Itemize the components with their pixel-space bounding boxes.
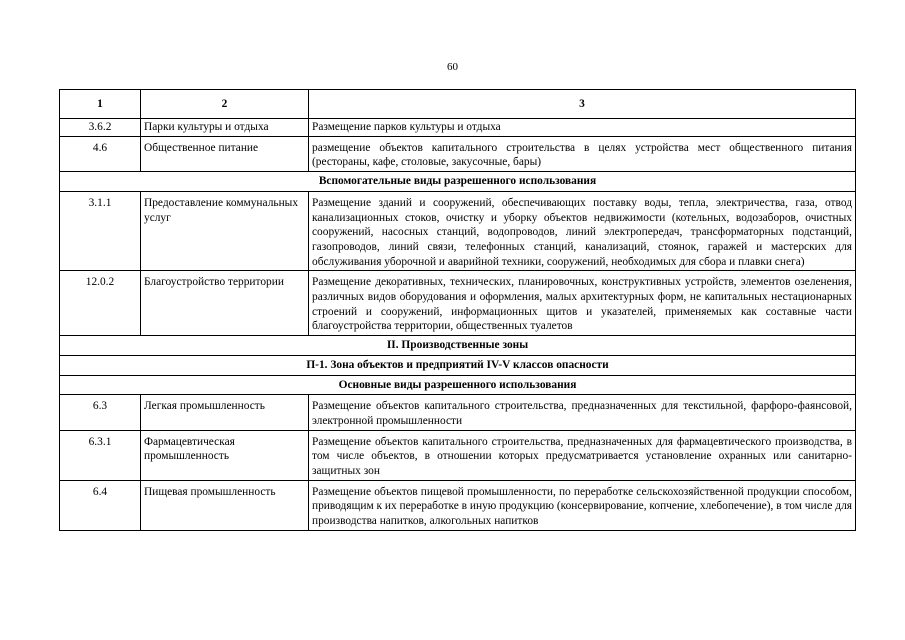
row-description: Размещение объектов пищевой промышленности, по переработке сельскохозяйственной продукции способом, приводящим к их переработке в иную продукцию (консервирование, копчение, хлебопечение), в том числе для производства напитков, алкогольных напитков — [309, 480, 856, 530]
row-code: 3.6.2 — [60, 119, 141, 137]
row-name: Фармацевтическая промышленность — [141, 430, 309, 480]
row-name: Общественное питание — [141, 136, 309, 171]
section-heading-row — [60, 172, 856, 192]
row-name: Предоставление коммунальных услуг — [141, 191, 309, 271]
section-heading: II. Производственные зоны — [60, 336, 856, 356]
section-heading: Основные виды разрешенного использования — [60, 375, 856, 395]
row-description: Размещение объектов капитального строительства, предназначенных для текстильной, фарфоро-фаянсовой, электронной промышленности — [309, 395, 856, 430]
table-row — [60, 119, 856, 137]
row-code: 4.6 — [60, 136, 141, 171]
table-header-row — [60, 90, 856, 119]
header-col-1: 1 — [60, 90, 141, 119]
table-row — [60, 136, 856, 171]
table-row — [60, 430, 856, 480]
section-heading-row — [60, 336, 856, 356]
land-use-table — [59, 89, 856, 531]
row-code: 6.3 — [60, 395, 141, 430]
row-description: Размещение объектов капитального строительства, предназначенных для фармацевтического производства, в том числе объектов, в отношении которых предусматривается установление охранных или санитарно-защитных зон — [309, 430, 856, 480]
header-col-2: 2 — [141, 90, 309, 119]
row-description: Размещение декоративных, технических, планировочных, конструктивных устройств, элементов озеленения, различных видов оборудования и оформления, малых архитектурных форм, не капитальных нестационарных строений и сооружений, информационных щитов и указателей, применяемых как составные части благоустройства территории, общественных туалетов — [309, 271, 856, 336]
row-name: Парки культуры и отдыха — [141, 119, 309, 137]
section-heading-row — [60, 355, 856, 375]
table-row — [60, 480, 856, 530]
header-col-3: 3 — [309, 90, 856, 119]
row-code: 6.3.1 — [60, 430, 141, 480]
row-name: Благоустройство территории — [141, 271, 309, 336]
row-name: Пищевая промышленность — [141, 480, 309, 530]
row-description: Размещение зданий и сооружений, обеспечивающих поставку воды, тепла, электричества, газа, отвод канализационных стоков, очистку и уборку объектов недвижимости (котельных, водозаборов, очистных сооружений, насосных станций, водопроводов, линий электропередач, трансформаторных подстанций, газопроводов, линий связи, телефонных станций, канализаций, стоянок, гаражей и мастерских для обслуживания уборочной и аварийной техники, сооружений, необходимых для сбора и плавки снега) — [309, 191, 856, 271]
section-heading: П-1. Зона объектов и предприятий IV-V классов опасности — [60, 355, 856, 375]
row-description: размещение объектов капитального строительства в целях устройства мест общественного питания (рестораны, кафе, столовые, закусочные, бары) — [309, 136, 856, 171]
section-heading: Вспомогательные виды разрешенного использования — [60, 172, 856, 192]
page-number: 60 — [447, 61, 458, 73]
row-code: 6.4 — [60, 480, 141, 530]
row-code: 3.1.1 — [60, 191, 141, 271]
table-row — [60, 191, 856, 271]
row-description: Размещение парков культуры и отдыха — [309, 119, 856, 137]
row-code: 12.0.2 — [60, 271, 141, 336]
row-name: Легкая промышленность — [141, 395, 309, 430]
section-heading-row — [60, 375, 856, 395]
table-row — [60, 271, 856, 336]
table-row — [60, 395, 856, 430]
